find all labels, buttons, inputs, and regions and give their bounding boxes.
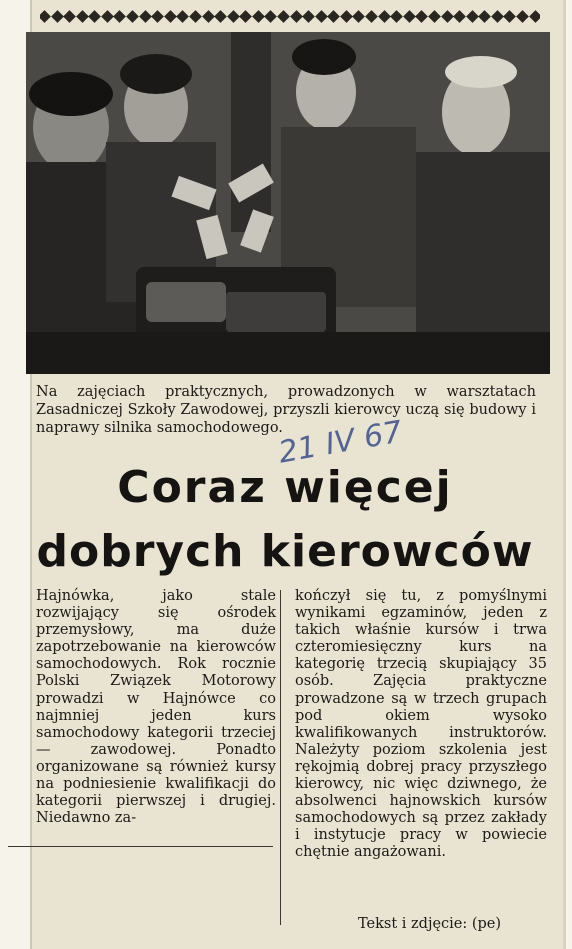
- article-credit: Tekst i zdjęcie: (pe): [358, 916, 502, 932]
- article-column-right: kończył się tu, z pomyślnymi wynikami egzaminów, jeden z takich właśnie kursów i trwa czteromiesięczny kurs na kategorię trzecią skupiający 35 osób. Zajęcia praktyczne prowadzone są w trzech grupach pod okiem wysoko kwalifikowanych instruktorów. Należyty poziom szkolenia jest rękojmią dobrej pracy przyszłego kierowcy, nic więc dziwnego, że absolwenci hajnowskich kursów samochodowych są przez zakłady i instytucje pracy w powiecie chętnie angażowani.: [295, 588, 547, 861]
- paper-edge: [563, 0, 566, 949]
- workshop-photo: [26, 32, 550, 374]
- diamond-border: [40, 8, 540, 24]
- handwritten-date: 21 IV 67: [275, 414, 405, 471]
- photo-caption: Na zajęciach praktycznych, prowadzonych w warsztatach Zasadniczej Szkoły Zawodowej, przyszli kierowcy uczą się budowy i naprawy silnika samochodowego.: [36, 384, 536, 436]
- headline-line-1: Coraz więcej: [117, 462, 453, 513]
- column-divider: [280, 590, 281, 925]
- article-column-left: Hajnówka, jako stale rozwijający się ośrodek przemysłowy, ma duże zapotrzebowanie na kierowców samochodowych. Rok rocznie Polski Związek Motorowy prowadzi w Hajnówce co najmniej jeden kurs samochodowy kategorii trzeciej — zawodowej. Ponadto organizowane są również kursy na podniesienie kwalifikacji do kategorii pierwszej i drugiej. Niedawno za-: [36, 588, 276, 827]
- headline-line-2: dobrych kierowców: [36, 526, 534, 577]
- cut-line: [8, 846, 273, 847]
